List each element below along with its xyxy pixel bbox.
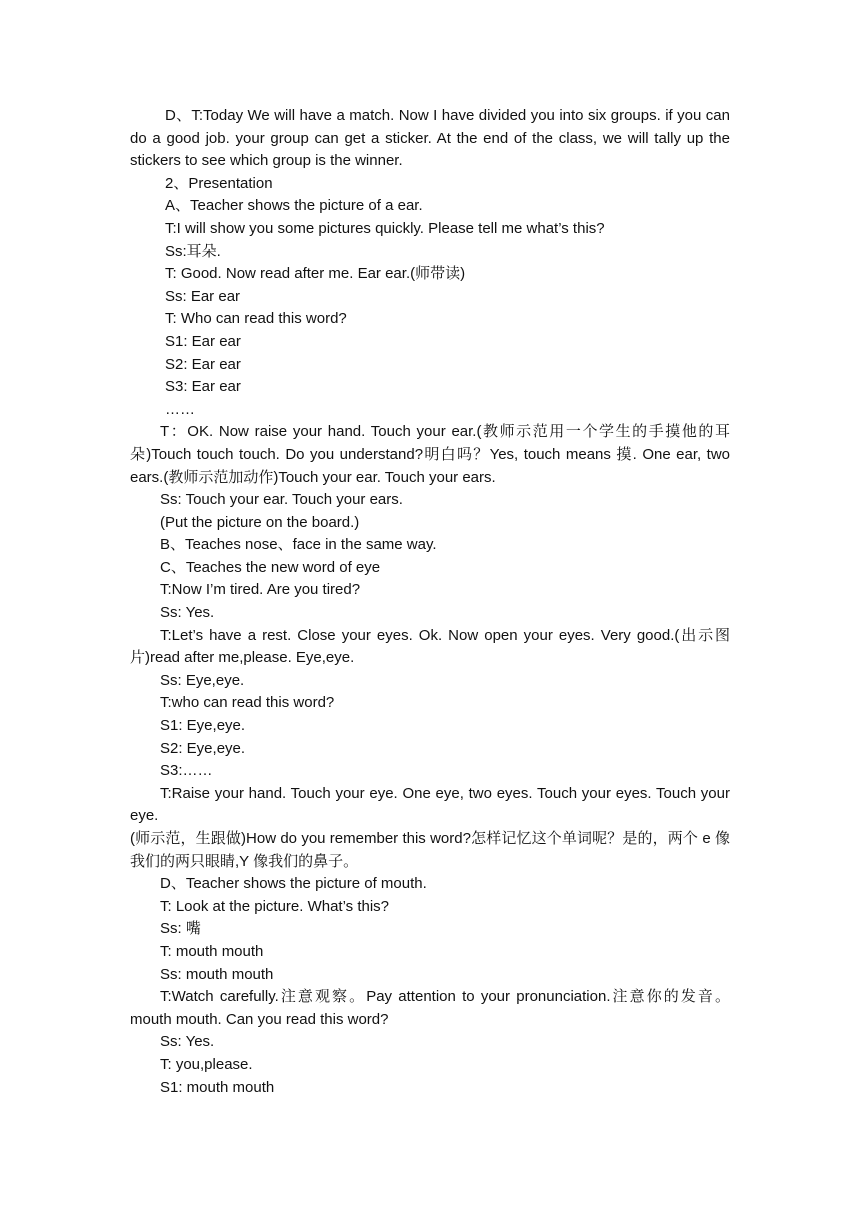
dialogue-line: T: Good. Now read after me. Ear ear.(师带读) — [165, 265, 466, 283]
dialogue-line: T:who can read this word? — [160, 694, 335, 712]
paragraph-remember-word: (师示范，生跟做)How do you remember this word?怎样记忆这个单词呢？是的，两个 e 像我们的两只眼睛,Y 像我们的鼻子。 — [130, 830, 730, 870]
dialogue-line: S3: Ear ear — [165, 378, 241, 396]
dialogue-line: Ss: Eye,eye. — [160, 671, 245, 689]
dialogue-line: Ss: 嘴 — [160, 920, 201, 938]
document-body — [130, 105, 730, 1099]
dialogue-line: Ss: Touch your ear. Touch your ears. — [160, 491, 403, 509]
dialogue-line: S2: Eye,eye. — [160, 739, 246, 757]
paragraph-touch-eye: T:Raise your hand. Touch your eye. One eye, two eyes. Touch your eyes. Touch your eye. — [130, 784, 730, 825]
paragraph-step-c: C、Teaches the new word of eye — [160, 558, 381, 576]
dialogue-line: S1: Eye,eye. — [160, 717, 246, 735]
dialogue-line: T:Now I’m tired. Are you tired? — [160, 581, 361, 599]
dialogue-line: Ss: Yes. — [160, 604, 215, 622]
dialogue-line: S3:…… — [160, 762, 213, 780]
dialogue-line: T: mouth mouth — [160, 942, 264, 960]
paragraph-step-d: D、Teacher shows the picture of mouth. — [160, 875, 427, 893]
dialogue-line: Ss: mouth mouth — [160, 965, 274, 983]
paragraph-step-b: B、Teaches nose、face in the same way. — [160, 536, 437, 554]
dialogue-line: T: Who can read this word? — [165, 310, 347, 328]
dialogue-line: T: Look at the picture. What’s this? — [160, 897, 390, 915]
dialogue-line: T:I will show you some pictures quickly. Please tell me what’s this? — [165, 219, 605, 237]
paragraph-rest-eyes: T:Let’s have a rest. Close your eyes. Ok. Now open your eyes. Very good.(出示图片)read after me,please. Eye,eye. — [130, 626, 730, 667]
paragraph-match-intro: D、T:Today We will have a match. Now I have divided you into six groups. if you can do a good job. your group can get a sticker. At the end of the class, we will tally up the stickers to see which group is the winner. — [130, 107, 730, 170]
dialogue-line: Ss: Yes. — [160, 1033, 215, 1051]
paragraph-watch-carefully: T:Watch carefully.注意观察。Pay attention to your pronunciation.注意你的发音。mouth mouth. Can you read this word? — [130, 988, 730, 1028]
heading-presentation: 2、Presentation — [165, 174, 273, 192]
dialogue-line: Ss:耳朵. — [165, 242, 221, 260]
dialogue-line: S1: mouth mouth — [160, 1078, 275, 1096]
paragraph-touch-ear: T：OK. Now raise your hand. Touch your ear.(教师示范用一个学生的手摸他的耳朵)Touch touch touch. Do you understand?明白吗？Yes, touch means 摸. One ear, two ears.(教师示范加动作)Touch your ear. Touch your ears. — [130, 423, 730, 486]
stage-direction: (Put the picture on the board.) — [160, 513, 360, 531]
dialogue-line: S2: Ear ear — [165, 355, 241, 373]
paragraph-step-a: A、Teacher shows the picture of a ear. — [165, 197, 423, 215]
dialogue-line: Ss: Ear ear — [165, 287, 241, 305]
dialogue-line: S1: Ear ear — [165, 332, 241, 350]
ellipsis-line: …… — [165, 400, 195, 418]
dialogue-line: T: you,please. — [160, 1055, 253, 1073]
